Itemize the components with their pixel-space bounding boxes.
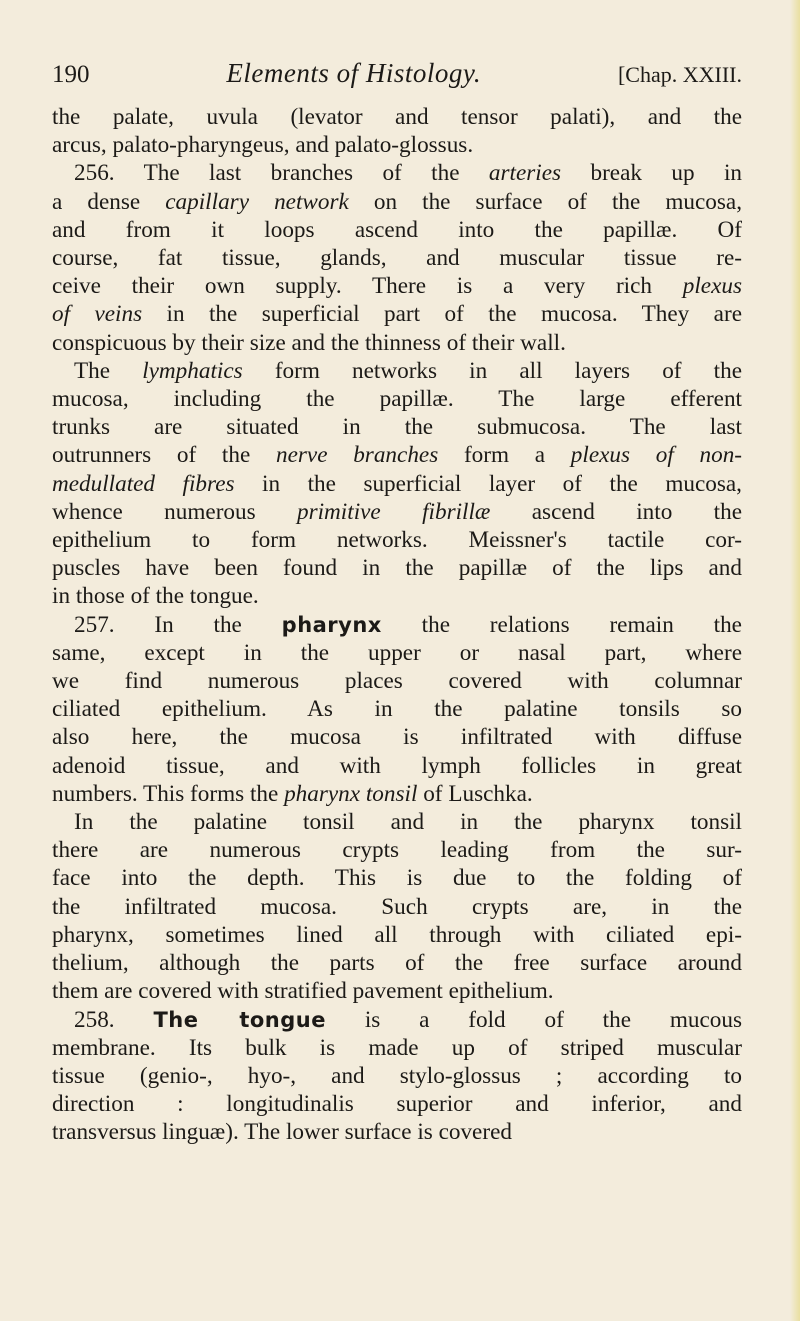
text-line: In the palatine tonsil and in the pharynx tonsil (74, 809, 742, 836)
text-line: there are numerous crypts leading from the sur- (52, 837, 742, 864)
text-line: conspicuous by their size and the thinness of their wall. (52, 329, 566, 356)
text-line: arcus, palato-pharyngeus, and palato-glossus. (52, 132, 474, 159)
text-line: the palate, uvula (levator and tensor palati), and the (52, 104, 742, 130)
text-line: pharynx, sometimes lined all through with ciliated epi- (52, 921, 742, 948)
text-line: puscles have been found in the papillæ of the lips and (52, 555, 742, 582)
text-line: direction : longitudinalis superior and inferior, and (52, 1091, 742, 1118)
running-title: Elements of Histology. (226, 58, 482, 88)
chapter-label: [Chap. XXIII. (617, 62, 742, 87)
text-line: outrunners of the nerve branches form a plexus of non- (52, 442, 743, 469)
text-line: course, fat tissue, glands, and muscular tissue re- (52, 245, 742, 272)
text-line: them are covered with stratified pavement epithelium. (52, 978, 554, 1005)
text-line: also here, the mucosa is infiltrated with diffuse (52, 724, 742, 751)
text-line: 257. In the pharynx the relations remain the (74, 611, 742, 638)
text-line: we find numerous places covered with columnar (52, 668, 742, 695)
text-line: adenoid tissue, and with lymph follicles in great (52, 752, 742, 779)
text-line: in those of the tongue. (52, 583, 259, 610)
text-line: 258. The tongue is a fold of the mucous (74, 1006, 742, 1033)
text-line: medullated fibres in the superficial layer of the mucosa, (52, 470, 742, 497)
text-line: thelium, although the parts of the free surface around (52, 950, 742, 977)
text-line: membrane. Its bulk is made up of striped muscular (52, 1034, 742, 1061)
running-header (52, 58, 742, 89)
text-line: face into the depth. This is due to the folding of (52, 865, 742, 892)
body-text (52, 103, 742, 1147)
text-line: same, except in the upper or nasal part, where (52, 639, 742, 666)
book-page (52, 58, 742, 1147)
page-number: 190 (52, 61, 90, 88)
text-line: epithelium to form networks. Meissner's tactile cor- (52, 527, 742, 554)
text-line: and from it loops ascend into the papillæ. Of (52, 216, 742, 243)
text-line: the infiltrated mucosa. Such crypts are, in the (52, 893, 742, 920)
text-line: ciliated epithelium. As in the palatine tonsils so (52, 696, 742, 723)
text-line: The lymphatics form networks in all layers of the (74, 357, 742, 384)
text-line: of veins in the superficial part of the mucosa. They are (52, 301, 742, 328)
text-line: a dense capillary network on the surface of the mucosa, (52, 188, 743, 215)
text-line: trunks are situated in the submucosa. The last (52, 414, 742, 441)
page-edge (790, 0, 800, 1321)
text-line: tissue (genio-, hyo-, and stylo-glossus ; according to (52, 1062, 742, 1089)
text-line: transversus linguæ). The lower surface is covered (52, 1119, 512, 1146)
text-line: 256. The last branches of the arteries break up in (74, 160, 743, 187)
text-line: ceive their own supply. There is a very rich plexus (52, 273, 742, 300)
text-line: whence numerous primitive fibrillæ ascend into the (52, 498, 742, 525)
text-line: numbers. This forms the pharynx tonsil of Luschka. (52, 780, 533, 807)
text-line: mucosa, including the papillæ. The large efferent (52, 386, 742, 413)
